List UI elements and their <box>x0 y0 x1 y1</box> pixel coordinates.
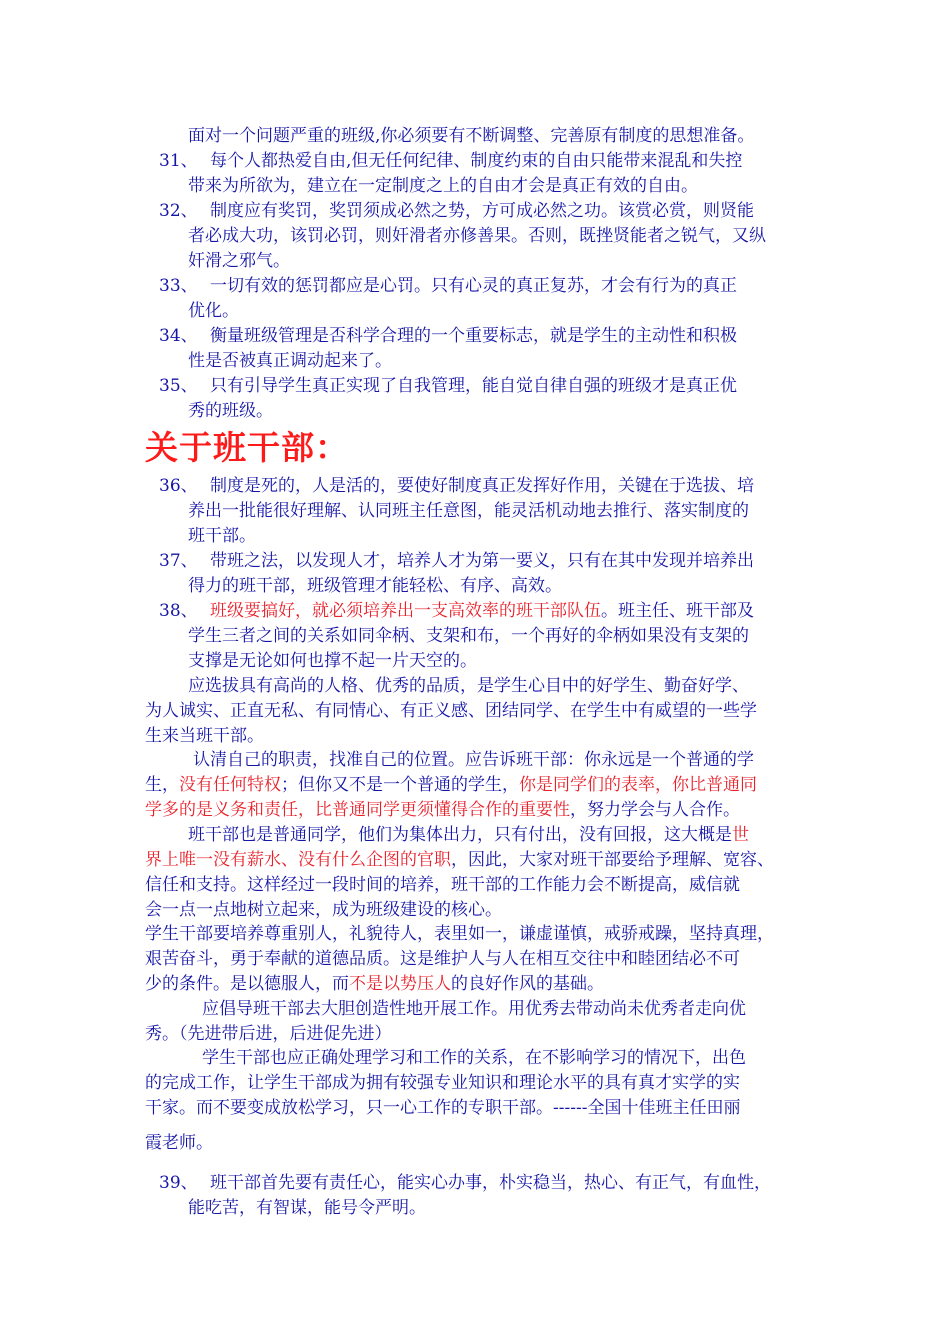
paragraph-line: 生来当班干部。 <box>145 726 264 746</box>
section-heading: 关于班干部： <box>145 428 349 467</box>
paragraph-encourage <box>145 997 746 1047</box>
list-item <box>188 324 737 374</box>
item-text <box>210 599 754 624</box>
item-text: 一切有效的惩罚都应是心罚。只有心灵的真正复苏，才会有行为的真正 <box>210 276 737 296</box>
highlight-text: 班级要搞好，就必须培养出一支高效率的班干部队伍 <box>210 601 601 621</box>
paragraph-line <box>145 773 757 798</box>
item-text: 得力的班干部，班级管理才能轻松、有序、高效。 <box>188 576 562 596</box>
paragraph-line <box>188 823 774 848</box>
item-text: 秀的班级。 <box>188 401 273 421</box>
item-number: 37、 <box>159 551 198 571</box>
paragraph-line: 认清自己的职责，找准自己的位置。应告诉班干部：你永远是一个普通的学 <box>193 750 754 770</box>
item-text: 养出一批能很好理解、认同班主任意图，能灵活机动地去推行、落实制度的 <box>188 501 749 521</box>
list-item <box>188 474 754 549</box>
list-item <box>188 549 754 599</box>
paragraph-line: 干家。而不要变成放松学习，只一心工作的专职干部。------全国十佳班主任田丽 <box>145 1098 741 1118</box>
item-text: 衡量班级管理是否科学合理的一个重要标志，就是学生的主动性和积极 <box>210 326 737 346</box>
paragraph-line <box>145 848 774 873</box>
text-run: ；但你又不是一个普通的学生， <box>281 775 519 795</box>
intro-line: 面对一个问题严重的班级,你必须要有不断调整、完善原有制度的思想准备。 <box>188 126 755 146</box>
paragraph-respect <box>145 922 774 997</box>
highlight-text: 世 <box>732 825 749 845</box>
item-text: 每个人都热爱自由,但无任何纪律、制度约束的自由只能带来混乱和失控 <box>210 151 743 171</box>
paragraph-line <box>145 972 774 997</box>
text-run: ，因此，大家对班干部要给予理解、宽容、 <box>451 850 774 870</box>
paragraph-duty <box>145 748 757 823</box>
list-item <box>188 374 737 424</box>
item-text: 能吃苦，有智谋，能号令严明。 <box>188 1198 426 1218</box>
list-item <box>188 199 766 274</box>
paragraph-line: 学生干部也应正确处理学习和工作的关系，在不影响学习的情况下，出色 <box>202 1048 746 1068</box>
paragraph-ordinary <box>145 823 774 923</box>
paragraph-line: 会一点一点地树立起来，成为班级建设的核心。 <box>145 900 502 920</box>
highlight-text: 学多的是义务和责任，比普通同学更须懂得合作的重要性 <box>145 800 570 820</box>
item-text: 制度是死的，人是活的，要使好制度真正发挥好作用，关键在于选拔、培 <box>210 476 754 496</box>
highlight-text: 没有任何特权 <box>179 775 281 795</box>
item-text: 带班之法，以发现人才，培养人才为第一要义，只有在其中发现并培养出 <box>210 551 754 571</box>
item-text: 班干部首先要有责任心，能实心办事，朴实稳当，热心、有正气，有血性， <box>210 1173 771 1193</box>
paragraph-line: 秀。（先进带后进，后进促先进） <box>145 1024 392 1044</box>
item-text: 支撑是无论如何也撑不起一片天空的。 <box>188 651 477 671</box>
paragraph-line: 应选拔具有高尚的人格、优秀的品质，是学生心目中的好学生、勤奋好学、 <box>188 676 749 696</box>
item-number: 32、 <box>159 201 198 221</box>
item-number: 33、 <box>159 276 198 296</box>
list-item <box>188 149 742 199</box>
highlight-text: 界上唯一没有薪水、没有什么企图的官职 <box>145 850 451 870</box>
highlight-text: 不是以势压人 <box>349 974 451 994</box>
item-text-rest: 。班主任、班干部及 <box>601 601 754 621</box>
text-run: 生， <box>145 775 179 795</box>
highlight-text: 你是同学们的表率，你比普通同 <box>519 775 757 795</box>
item-text: 班干部。 <box>188 526 256 546</box>
item-text: 奸滑之邪气。 <box>188 251 290 271</box>
item-number: 34、 <box>159 326 198 346</box>
list-item <box>188 274 737 324</box>
paragraph-line: 艰苦奋斗，勇于奉献的道德品质。这是维护人与人在相互交往中和睦团结必不可 <box>145 949 740 969</box>
item-text: 性是否被真正调动起来了。 <box>188 351 392 371</box>
paragraph-line: 的完成工作，让学生干部成为拥有较强专业知识和理论水平的具有真才实学的实 <box>145 1073 740 1093</box>
item-text: 制度应有奖罚，奖罚须成必然之势，方可成必然之功。该赏必赏，则贤能 <box>210 201 754 221</box>
paragraph-line <box>145 798 757 823</box>
item-text: 带来为所欲为，建立在一定制度之上的自由才会是真正有效的自由。 <box>188 176 698 196</box>
text-run: ，努力学会与人合作。 <box>570 800 740 820</box>
item-number: 35、 <box>159 376 198 396</box>
paragraph-line: 为人诚实、正直无私、有同情心、有正义感、团结同学、在学生中有威望的一些学 <box>145 701 757 721</box>
item-text: 优化。 <box>188 301 239 321</box>
item-text: 只有引导学生真正实现了自我管理，能自觉自律自强的班级才是真正优 <box>210 376 737 396</box>
text-run: 少的条件。是以德服人，而 <box>145 974 349 994</box>
paragraph-select <box>145 674 757 749</box>
item-text: 者必成大功，该罚必罚，则奸滑者亦修善果。否则，既挫贤能者之锐气，又纵 <box>188 226 766 246</box>
list-item <box>188 599 754 674</box>
paragraph-study <box>145 1046 746 1121</box>
text-run: 的良好作风的基础。 <box>451 974 604 994</box>
item-number: 31、 <box>159 151 198 171</box>
list-item <box>188 1171 771 1221</box>
paragraph-line: 信任和支持。这样经过一段时间的培养，班干部的工作能力会不断提高，威信就 <box>145 875 740 895</box>
signature-line: 霞老师。 <box>145 1133 213 1153</box>
item-number: 36、 <box>159 476 198 496</box>
paragraph-line: 应倡导班干部去大胆创造性地开展工作。用优秀去带动尚未优秀者走向优 <box>202 999 746 1019</box>
paragraph-line: 学生干部要培养尊重别人，礼貌待人，表里如一，谦虚谨慎，戒骄戒躁，坚持真理， <box>145 924 774 944</box>
item-number: 38、 <box>159 601 198 621</box>
text-run: 班干部也是普通同学，他们为集体出力，只有付出，没有回报，这大概是 <box>188 825 732 845</box>
item-number: 39、 <box>159 1173 198 1193</box>
item-text: 学生三者之间的关系如同伞柄、支架和布，一个再好的伞柄如果没有支架的 <box>188 626 749 646</box>
